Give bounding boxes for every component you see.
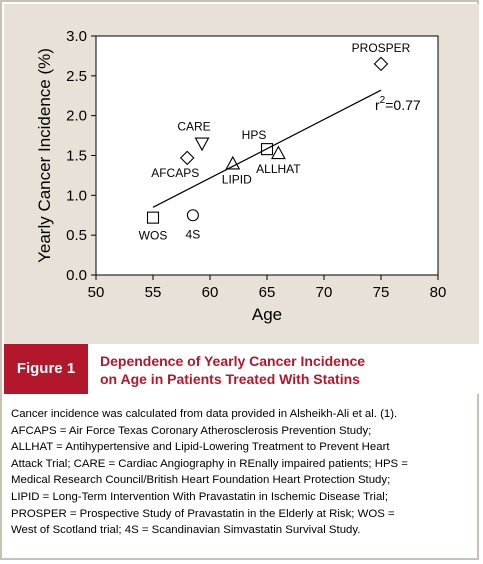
- figure-title: [100, 352, 470, 388]
- point-label-allhat: ALLHAT: [256, 162, 301, 177]
- y-tick-label: 0.0: [66, 267, 87, 284]
- y-tick-label: 2.0: [66, 107, 87, 125]
- figure-tag: Figure 1: [4, 344, 88, 394]
- figure-title-line1: Dependence of Yearly Cancer Incidence: [100, 353, 366, 369]
- y-axis-title: Yearly Cancer Incidence (%): [35, 48, 54, 263]
- legend-line: LIPID = Long-Term Intervention With Pravastatin in Ischemic Disease Trial;: [11, 490, 388, 503]
- chart-panel: [4, 4, 479, 344]
- point-label-wos: WOS: [138, 228, 168, 243]
- point-label-care: CARE: [177, 119, 211, 134]
- legend-line: West of Scotland trial; 4S = Scandinavian Simvastatin Survival Study.: [11, 524, 361, 537]
- figure-title-line2: on Age in Patients Treated With Statins: [100, 371, 360, 387]
- legend-line: Medical Research Council/British Heart Foundation Heart Protection Study;: [11, 474, 391, 487]
- x-tick-label: 75: [372, 284, 390, 301]
- y-tick-label: 1.0: [66, 187, 87, 205]
- y-tick-label: 0.5: [66, 227, 87, 245]
- figure-legend: [11, 406, 473, 539]
- y-tick-label: 1.5: [66, 147, 87, 165]
- x-tick-label: 60: [201, 284, 219, 301]
- x-tick-label: 80: [429, 284, 447, 301]
- x-axis-title: Age: [251, 305, 283, 324]
- point-label-afcaps: AFCAPS: [151, 165, 200, 180]
- x-tick-label: 50: [87, 284, 105, 301]
- point-label-lipid: LIPID: [221, 172, 252, 187]
- legend-line: Cancer incidence was calculated from data provided in Alsheikh-Ali et al. (1).: [11, 408, 398, 420]
- legend-line: AFCAPS = Air Force Texas Coronary Atherosclerosis Prevention Study;: [11, 424, 372, 437]
- r2-annotation: $r^2=0.77$: [375, 95, 421, 113]
- y-tick-label: 3.0: [66, 28, 87, 45]
- x-tick-label: 55: [144, 284, 162, 301]
- legend-line: ALLHAT = Antihypertensive and Lipid-Lowering Treatment to Prevent Heart: [11, 441, 390, 454]
- scatter-plot: [4, 4, 479, 344]
- y-tick-label: 2.5: [66, 67, 87, 85]
- point-label-prosper: PROSPER: [351, 40, 411, 55]
- point-label-4s: 4S: [185, 227, 201, 242]
- legend-line: PROSPER = Prospective Study of Pravastatin in the Elderly at Risk; WOS =: [11, 507, 395, 520]
- figure-caption-row: [4, 344, 479, 394]
- legend-line: Attack Trial; CARE = Cardiac Angiography in REnally impaired patients; HPS =: [11, 457, 408, 470]
- x-tick-label: 70: [315, 284, 333, 301]
- x-tick-label: 65: [258, 284, 276, 301]
- point-label-hps: HPS: [241, 128, 267, 143]
